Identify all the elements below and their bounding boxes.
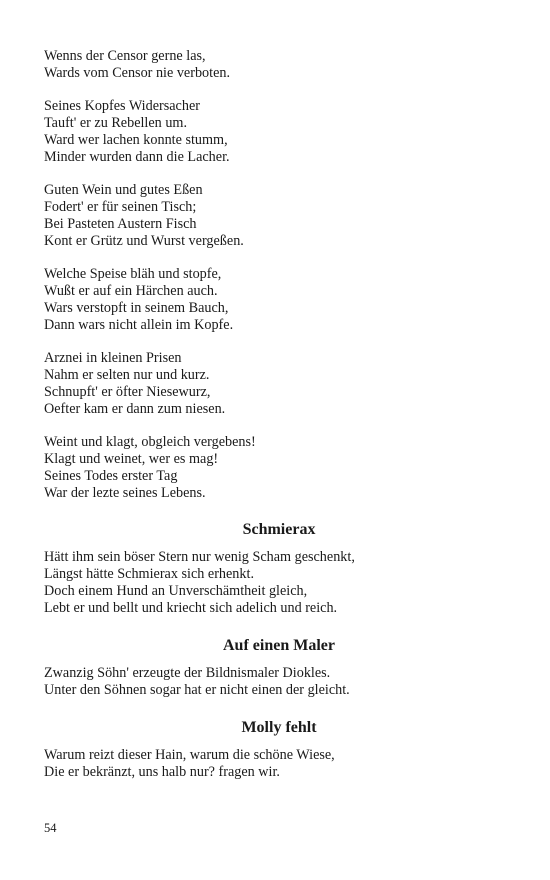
verse-line: Seines Todes erster Tag xyxy=(44,468,178,484)
verse-line: Lebt er und bellt und kriecht sich adelich und reich. xyxy=(44,600,338,616)
verse-line: Nahm er selten nur und kurz. xyxy=(44,367,210,383)
verse-line: Welche Speise bläh und stopfe, xyxy=(44,266,222,282)
verse-line: Doch einem Hund an Unverschämtheit gleich, xyxy=(44,583,308,599)
verse-line: Wußt er auf ein Härchen auch. xyxy=(44,283,218,299)
stanza xyxy=(44,182,514,250)
verse-line: Längst hätte Schmierax sich erhenkt. xyxy=(44,566,254,582)
verse-line: War der lezte seines Lebens. xyxy=(44,485,206,501)
verse-line: Wards vom Censor nie verboten. xyxy=(44,65,231,81)
verse-line: Ward wer lachen konnte stumm, xyxy=(44,132,228,148)
verse-line: Dann wars nicht allein im Kopfe. xyxy=(44,317,234,333)
verse-line: Guten Wein und gutes Eßen xyxy=(44,182,203,198)
poem-auf-einen-maler xyxy=(44,636,514,699)
verse-line: Tauft' er zu Rebellen um. xyxy=(44,115,187,131)
page-number: 54 xyxy=(44,821,57,835)
verse-line: Klagt und weinet, wer es mag! xyxy=(44,451,219,467)
verse-line: Bei Pasteten Austern Fisch xyxy=(44,216,197,232)
stanza xyxy=(44,98,514,166)
poem-title: Molly fehlt xyxy=(241,719,317,736)
poem-continuation xyxy=(44,48,514,502)
verse-line: Wars verstopft in seinem Bauch, xyxy=(44,300,229,316)
verse-line: Weint und klagt, obgleich vergebens! xyxy=(44,434,256,450)
verse-line: Seines Kopfes Widersacher xyxy=(44,98,200,114)
poem-title: Schmierax xyxy=(242,521,316,538)
verse-line: Warum reizt dieser Hain, warum die schöne Wiese, xyxy=(44,747,335,763)
page-body xyxy=(44,48,514,781)
stanza xyxy=(44,665,514,699)
verse-line: Minder wurden dann die Lacher. xyxy=(44,149,230,165)
verse-line: Arznei in kleinen Prisen xyxy=(44,350,182,366)
stanza xyxy=(44,434,514,502)
poem-schmierax xyxy=(44,520,514,617)
verse-line: Wenns der Censor gerne las, xyxy=(44,48,206,64)
stanza xyxy=(44,549,514,617)
verse-line: Kont er Grütz und Wurst vergeßen. xyxy=(44,233,244,249)
verse-line: Schnupft' er öfter Niesewurz, xyxy=(44,384,211,400)
verse-line: Zwanzig Söhn' erzeugte der Bildnismaler Diokles. xyxy=(44,665,331,681)
poem-molly-fehlt xyxy=(44,718,514,781)
poem-title: Auf einen Maler xyxy=(223,637,335,654)
verse-line: Hätt ihm sein böser Stern nur wenig Scham geschenkt, xyxy=(44,549,355,565)
verse-line: Unter den Söhnen sogar hat er nicht einen der gleicht. xyxy=(44,682,350,698)
verse-line: Fodert' er für seinen Tisch; xyxy=(44,199,197,215)
verse-line: Die er bekränzt, uns halb nur? fragen wir. xyxy=(44,764,280,780)
stanza xyxy=(44,747,514,781)
stanza xyxy=(44,48,514,82)
verse-line: Oefter kam er dann zum niesen. xyxy=(44,401,226,417)
stanza xyxy=(44,350,514,418)
stanza xyxy=(44,266,514,334)
